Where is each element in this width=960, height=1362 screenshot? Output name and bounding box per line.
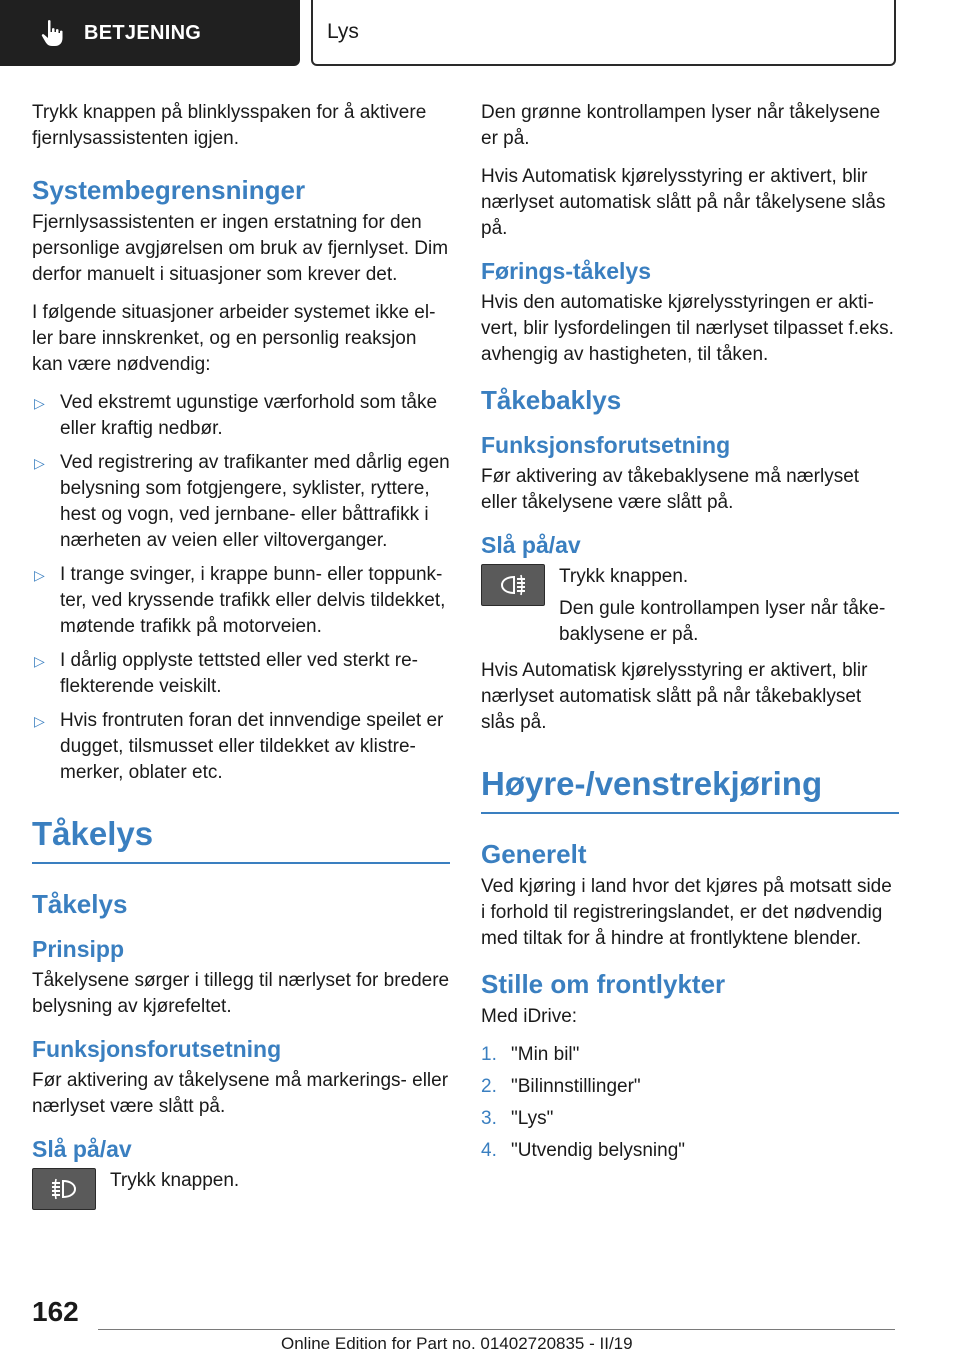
list-item: 3. "Lys" [481, 1108, 554, 1129]
auto-lights-paragraph: Hvis Automatisk kjørelysstyring er aktivert, blir nærlyset automatisk slått på når tåkelysene slås på. [481, 166, 886, 239]
triangle-bullet-icon: ▷ [34, 653, 45, 669]
guide-fog-paragraph: Hvis den automatiske kjørelysstyringen er aktivert, blir lysfordelingen til nærlyset tilpasset f.eks. avhengig av hastigheten, til tåken. [481, 292, 894, 365]
function-requirement-paragraph: Før aktivering av tåkelysene må markerings- eller nærlyset være slått på. [32, 1070, 449, 1117]
guide-fog-heading: Førings-tåkelys [481, 258, 651, 284]
rear-function-requirement-heading: Funksjonsforutsetning [481, 432, 731, 458]
press-button-text: Trykk knappen. [110, 1170, 240, 1191]
topic-tab[interactable] [311, 0, 896, 66]
adjust-headlights-heading: Stille om frontlykter [481, 969, 726, 999]
principle-paragraph: Tåkelysene sørger i tillegg til nærlyset for bredere belysning av kjørefeltet. [32, 970, 450, 1017]
rear-function-requirement-paragraph: Før aktivering av tåkebaklysene må nærlyset eller tåkelysene være slått på. [481, 466, 860, 513]
function-requirement-heading: Funksjonsforutsetning [32, 1036, 282, 1062]
edition-text: Online Edition for Part no. 01402720835 - II/19 [281, 1334, 633, 1353]
right-column [481, 100, 899, 1170]
rear-fog-button-row [481, 564, 899, 654]
topic-label: Lys [327, 20, 359, 43]
fog-lights-chapter-heading: Tåkelys [32, 814, 450, 864]
front-fog-light-button-image [32, 1168, 96, 1210]
list-item: 1. "Min bil" [481, 1044, 580, 1065]
yellow-lamp-text: Den gule kontrollampen lyser når tåkebaklysene er på. [559, 598, 886, 645]
switch-on-off-heading: Slå på/av [32, 1136, 132, 1162]
left-column [32, 100, 450, 1220]
system-limits-paragraph-1: Fjernlysassistenten er ingen erstatning for den personlige avgjørelsen om bruk av fjernlyset. Dim derfor manuelt i situasjoner som krever det. [32, 212, 449, 285]
footer-divider [98, 1329, 895, 1330]
list-item: 2. "Bilinnstillinger" [481, 1076, 641, 1097]
rear-auto-lights-paragraph: Hvis Automatisk kjørelysstyring er aktivert, blir nærlyset automatisk slått på når tåkebaklyset slås på. [481, 660, 868, 733]
idrive-intro: Med iDrive: [481, 1006, 578, 1027]
principle-heading: Prinsipp [32, 936, 125, 962]
triangle-bullet-icon: ▷ [34, 567, 45, 583]
list-item: ▷ I dårlig opplyste tettsted eller ved sterkt reflekterende veiskilt. [34, 650, 418, 697]
rear-fog-light-button-image [481, 564, 545, 606]
system-limits-paragraph-2: I følgende situasjoner arbeider systemet ikke eller bare innskrenket, og en personlig reaksjon kan være nødvendig: [32, 302, 436, 375]
triangle-bullet-icon: ▷ [34, 395, 45, 411]
list-item: ▷ I trange svinger, i krappe bunn- eller toppunkter, ved kryssende trafikk eller delvis tildekket, møtende trafikk på motorveien. [34, 564, 446, 637]
list-item: ▷ Ved registrering av trafikanter med dårlig egen belysning som fotgjengere, syklister, ryttere, hest og vogn, ved jernbane- eller båttrafikk i nærheten av veien eller viltoverganger. [34, 452, 450, 551]
system-limits-heading: Systembegrensninger [32, 175, 306, 205]
triangle-bullet-icon: ▷ [34, 713, 45, 729]
fog-button-row [32, 1168, 450, 1210]
general-heading: Generelt [481, 839, 587, 869]
rear-switch-on-off-heading: Slå på/av [481, 532, 581, 558]
triangle-bullet-icon: ▷ [34, 455, 45, 471]
page-number: 162 [32, 1296, 79, 1327]
hand-pointer-icon [40, 19, 66, 47]
limitations-list [32, 390, 450, 786]
list-item: ▷ Hvis frontruten foran det innvendige speilet er dugget, tilsmusset eller tildekket av klistremerker, oblater etc. [34, 710, 444, 783]
intro-paragraph: Trykk knappen på blinklysspaken for å aktivere fjernlysassistenten igjen. [32, 102, 427, 149]
rear-press-button-text: Trykk knappen. [559, 566, 689, 587]
section-label: BETJENING [84, 21, 202, 44]
rear-fog-heading: Tåkebaklys [481, 385, 622, 415]
idrive-steps-list [481, 1042, 899, 1164]
fog-lights-heading: Tåkelys [32, 889, 128, 919]
page-header [0, 0, 960, 66]
list-item: 4. "Utvendig belysning" [481, 1140, 686, 1161]
list-item: ▷ Ved ekstremt ugunstige værforhold som tåke eller kraftig nedbør. [34, 392, 438, 439]
rear-fog-light-icon [498, 572, 528, 598]
front-fog-light-icon [49, 1176, 79, 1202]
rhd-lhd-chapter-heading: Høyre-/venstrekjøring [481, 764, 899, 814]
section-tab[interactable] [0, 0, 300, 66]
general-paragraph: Ved kjøring i land hvor det kjøres på motsatt side i forhold til registreringslandet, er det nødvendig med tiltak for å hindre at frontlyktene blender. [481, 876, 892, 949]
green-lamp-paragraph: Den grønne kontrollampen lyser når tåkelysene er på. [481, 102, 881, 149]
